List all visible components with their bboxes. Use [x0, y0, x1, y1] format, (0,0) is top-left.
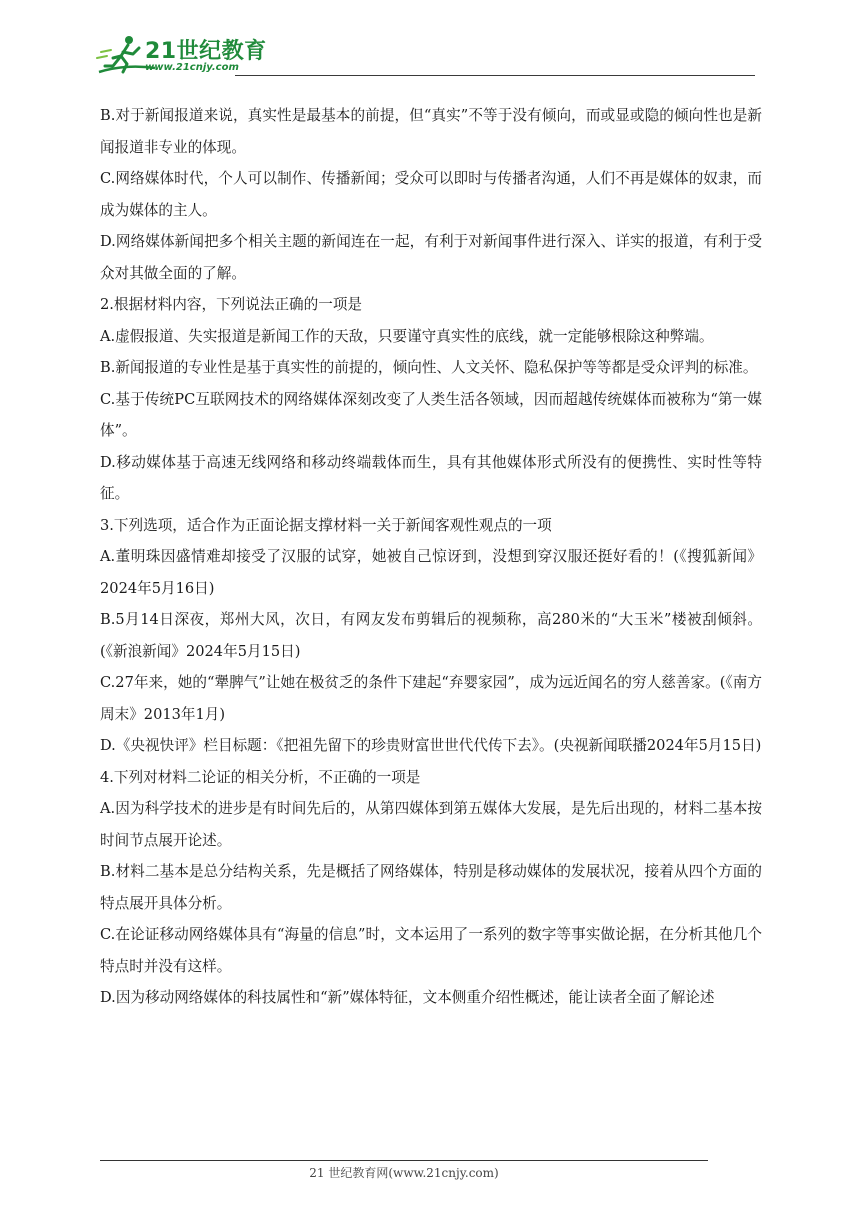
question-stem: 3.下列选项，适合作为正面论据支撑材料一关于新闻客观性观点的一项	[100, 516, 552, 534]
paragraph: B.新闻报道的专业性是基于真实性的前提的，倾向性、人文关怀、隐私保护等等都是受众评判的标准。	[100, 359, 758, 376]
page-header	[95, 34, 755, 80]
paragraph: C.基于传统PC互联网技术的网络媒体深刻改变了人类生活各领域，因而超越传统媒体而被称为“第一媒体”。	[100, 390, 762, 439]
logo-subtitle: www.21cnjy.com	[145, 62, 239, 73]
paragraph: C.27年来，她的“犟脾气”让她在极贫乏的条件下建起“弃婴家园”，成为远近闻名的穷人慈善家。(《南方周末》2013年1月)	[100, 674, 762, 723]
question-stem: 4.下列对材料二论证的相关分析，不正确的一项是	[100, 768, 421, 786]
paragraph: C.网络媒体时代，个人可以制作、传播新闻；受众可以即时与传播者沟通，人们不再是媒体的奴隶，而成为媒体的主人。	[100, 170, 762, 219]
paragraph: D.移动媒体基于高速无线网络和移动终端载体而生，具有其他媒体形式所没有的便携性、实时性等特征。	[100, 453, 762, 502]
paragraph: C.在论证移动网络媒体具有“海量的信息”时，文本运用了一系列的数字等事实做论据，在分析其他几个特点时并没有这样。	[100, 926, 762, 975]
paragraph: B.材料二基本是总分结构关系，先是概括了网络媒体，特别是移动媒体的发展状况，接着从四个方面的特点展开具体分析。	[100, 863, 762, 912]
paragraph: D.因为移动网络媒体的科技属性和“新”媒体特征，文本侧重介绍性概述，能让读者全面了解论述	[100, 989, 715, 1006]
document-body	[100, 100, 762, 1014]
footer-divider	[100, 1160, 708, 1161]
paragraph: D.《央视快评》栏目标题：《把祖先留下的珍贵财富世世代代传下去》。(央视新闻联播2024年5月15日)	[100, 737, 762, 754]
paragraph: B.5月14日深夜，郑州大风，次日，有网友发布剪辑后的视频称，高280米的“大玉米”楼被刮倾斜。(《新浪新闻》2024年5月15日)	[100, 611, 762, 660]
paragraph: A.虚假报道、失实报道是新闻工作的天敌，只要谨守真实性的底线，就一定能够根除这种弊端。	[100, 327, 714, 345]
footer-text: 21 世纪教育网(www.21cnjy.com)	[309, 1166, 499, 1180]
paragraph: D.网络媒体新闻把多个相关主题的新闻连在一起，有利于对新闻事件进行深入、详实的报道，有利于受众对其做全面的了解。	[100, 233, 762, 282]
logo-title: 21世纪教育	[145, 39, 267, 64]
header-divider	[235, 75, 755, 76]
paragraph: A.董明珠因盛情难却接受了汉服的试穿，她被自己惊讶到，没想到穿汉服还挺好看的！(《搜狐新闻》2024年5月16日)	[100, 548, 762, 597]
paragraph: A.因为科学技术的进步是有时间先后的，从第四媒体到第五媒体大发展，是先后出现的，材料二基本按时间节点展开论述。	[100, 800, 762, 849]
question-stem: 2.根据材料内容，下列说法正确的一项是	[100, 296, 363, 313]
paragraph: B.对于新闻报道来说，真实性是最基本的前提，但“真实”不等于没有倾向，而或显或隐的倾向性也是新闻报道非专业的体现。	[100, 107, 762, 156]
